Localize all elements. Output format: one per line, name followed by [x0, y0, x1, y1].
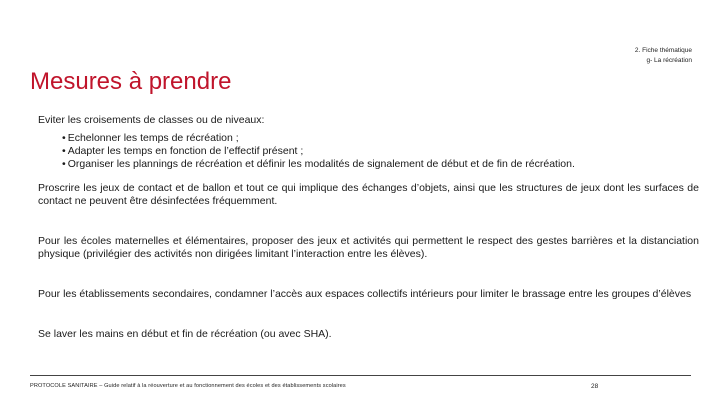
paragraph-primary-schools: Pour les écoles maternelles et élémentaires, proposer des jeux et activités qui permettent le respect des gestes barrières et la distanciation physique (privilégier des activités non dirigées limitant l’interaction entre les élèves).: [38, 235, 699, 260]
bullet-list: [38, 132, 699, 171]
paragraph-games: Proscrire les jeux de contact et de ballon et tout ce qui implique des échanges d’objets, ainsi que les structures de jeux dont les surfaces de contact ne peuvent être désinfectées fréquemment.: [38, 182, 699, 207]
intro-text: Eviter les croisements de classes ou de niveaux:: [38, 114, 265, 126]
paragraph-secondary-schools: Pour les établissements secondaires, condamner l’accès aux espaces collectifs intérieurs pour limiter le brassage entre les groupes d’élèves: [38, 288, 692, 300]
section-tag-line-2: g- La récréation: [646, 57, 692, 64]
paragraph-handwashing: Se laver les mains en début et fin de récréation (ou avec SHA).: [38, 328, 332, 340]
bullet-item: • Adapter les temps en fonction de l’effectif présent ;: [62, 145, 699, 158]
bullet-item: • Echelonner les temps de récréation ;: [62, 132, 699, 145]
footer-divider: [30, 375, 691, 376]
page-title: Mesures à prendre: [30, 68, 232, 95]
section-tag: [635, 46, 692, 66]
footer-text: PROTOCOLE SANITAIRE – Guide relatif à la réouverture et au fonctionnement des écoles et des établissements scolaires: [30, 383, 346, 389]
section-tag-line-1: 2. Fiche thématique: [634, 47, 692, 54]
bullet-item: • Organiser les plannings de récréation et définir les modalités de signalement de début et de fin de récréation.: [62, 158, 699, 171]
slide-body: [38, 114, 699, 341]
page-number: 28: [591, 383, 599, 390]
